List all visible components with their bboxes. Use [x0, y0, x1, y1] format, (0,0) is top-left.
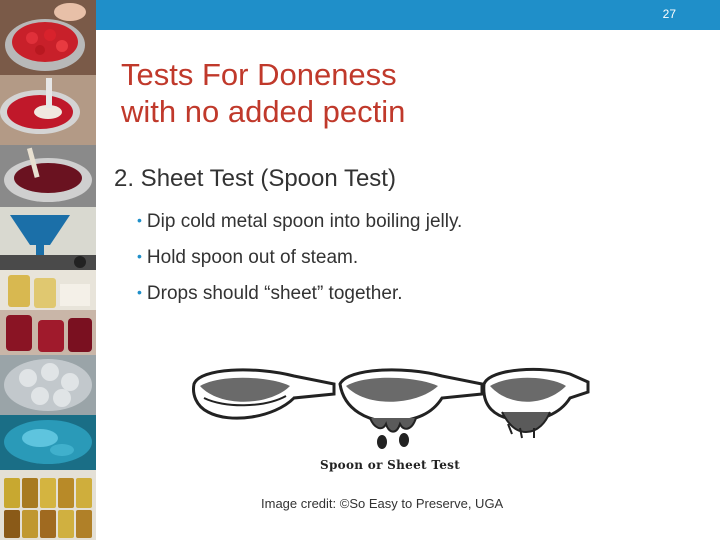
figure-caption: Spoon or Sheet Test	[320, 458, 461, 472]
spoon-1	[194, 370, 334, 418]
bullet-icon: •	[137, 248, 142, 264]
photo-jam-pot	[0, 75, 96, 145]
bullet-text: Drops should “sheet” together.	[146, 283, 403, 304]
page-number: 27	[662, 7, 676, 21]
spoon-3	[484, 369, 588, 438]
bullet-text: Hold spoon out of steam.	[146, 247, 359, 268]
bullet-list	[137, 203, 462, 311]
title-line-1: Tests For Doneness	[121, 57, 397, 92]
photo-funnel	[0, 207, 96, 270]
bullet-item	[137, 203, 462, 239]
photo-collage	[0, 0, 96, 540]
photo-stirring	[0, 145, 96, 207]
subheading: 2. Sheet Test (Spoon Test)	[114, 165, 396, 192]
slide-title	[121, 56, 405, 130]
spoon-2	[340, 370, 482, 449]
photo-jars-red	[0, 310, 96, 355]
bullet-text: Dip cold metal spoon into boiling jelly.	[146, 211, 463, 232]
photo-boiling-water	[0, 415, 96, 470]
bullet-icon: •	[137, 284, 142, 300]
photo-strip	[0, 0, 96, 540]
photo-jars-yellow	[0, 270, 96, 310]
image-credit: Image credit: ©So Easy to Preserve, UGA	[261, 496, 504, 511]
bullet-item	[137, 239, 462, 275]
bullet-item	[137, 275, 462, 311]
bullet-icon: •	[137, 212, 142, 228]
photo-strawberries	[0, 0, 96, 75]
photo-canner	[0, 355, 96, 415]
photo-finished-jars	[0, 470, 96, 540]
header-bar	[96, 0, 720, 30]
title-line-2: with no added pectin	[121, 94, 406, 129]
